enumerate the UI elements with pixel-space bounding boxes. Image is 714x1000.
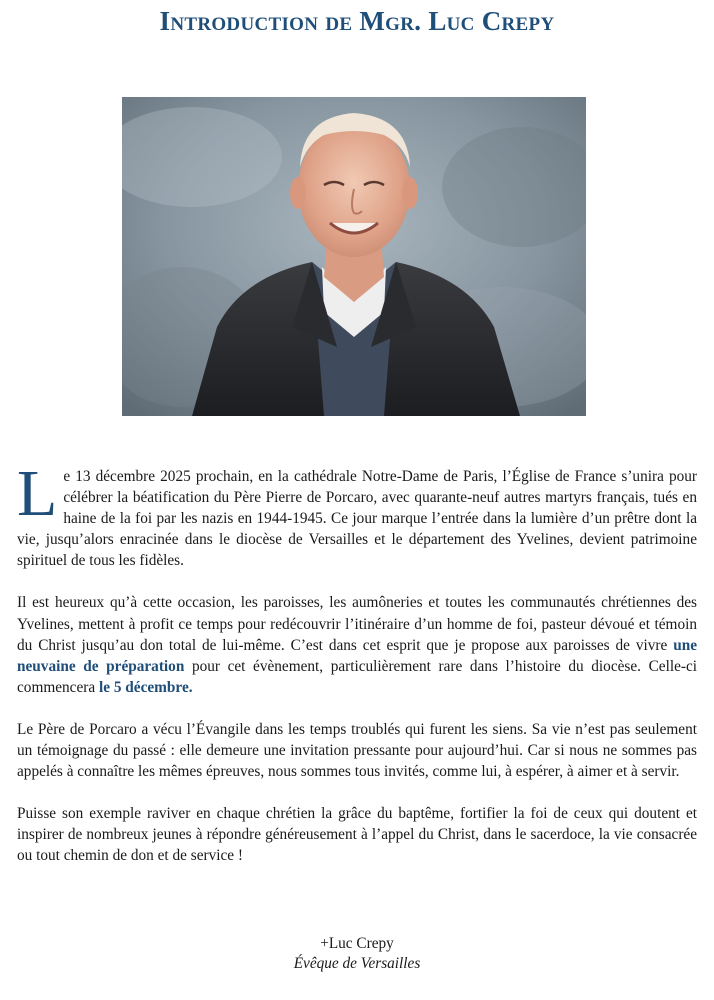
paragraph-3: Le Père de Porcaro a vécu l’Évangile dans les temps troublés qui furent les siens. Sa vie n’est pas seulement un témoignage du passé : elle demeure une invitation pressante pour aujourd’hui. Car si nous ne sommes pas appelés à connaître les mêmes épreuves, nous sommes tous invités, comme lui, à espérer, à aimer et à servir. (17, 720, 697, 781)
paragraph-2-part1: Il est heureux qu’à cette occasion, les paroisses, les aumôneries et toutes les communautés chrétiennes des Yvelines, mettent à profit ce temps pour redécouvrir l’itinéraire d’un homme de foi, pasteur dévoué et témoin du Christ jusqu’au don total de lui-même. C’est dans cet esprit que je propose aux paroisses de vivre (17, 594, 697, 654)
portrait-photo (122, 97, 586, 416)
drop-cap: L (17, 457, 58, 530)
page-title: Introduction de Mgr. Luc Crepy (159, 6, 555, 36)
highlight-date: le 5 décembre. (98, 678, 193, 696)
paragraph-1 (17, 457, 697, 571)
paragraph-4: Puisse son exemple raviver en chaque chrétien la grâce du baptême, fortifier la foi de ceux qui doutent et inspirer de nombreux jeunes à répondre généreusement à l’appel du Christ, dans le sacerdoce, la vie consacrée ou tout chemin de don et de service ! (17, 805, 697, 865)
paragraph-1-text: e 13 décembre 2025 prochain, en la cathédrale Notre-Dame de Paris, l’Église de France s’unira pour célébrer la béatification du Père Pierre de Porcaro, avec quarante-neuf autres martyrs français, tués en haine de la foi par les nazis en 1944-1945. Ce jour marque l’entrée dans la lumière d’un prêtre dont la vie, jusqu’alors enracinée dans le diocèse de Versailles et le département des Yvelines, devient patrimoine spirituel de tous les fidèles. (17, 468, 697, 570)
paragraph-2 (17, 592, 697, 697)
paragraph-2-part2: pour cet évènement, particulièrement rare dans l’histoire du diocèse. Celle-ci commencera (17, 657, 697, 696)
body-text (17, 457, 697, 888)
signature-role: Évêque de Versailles (293, 955, 421, 972)
signature-name: +Luc Crepy (320, 935, 394, 952)
signature (0, 934, 714, 974)
highlight-novena: une neuvaine de préparation (17, 636, 697, 675)
